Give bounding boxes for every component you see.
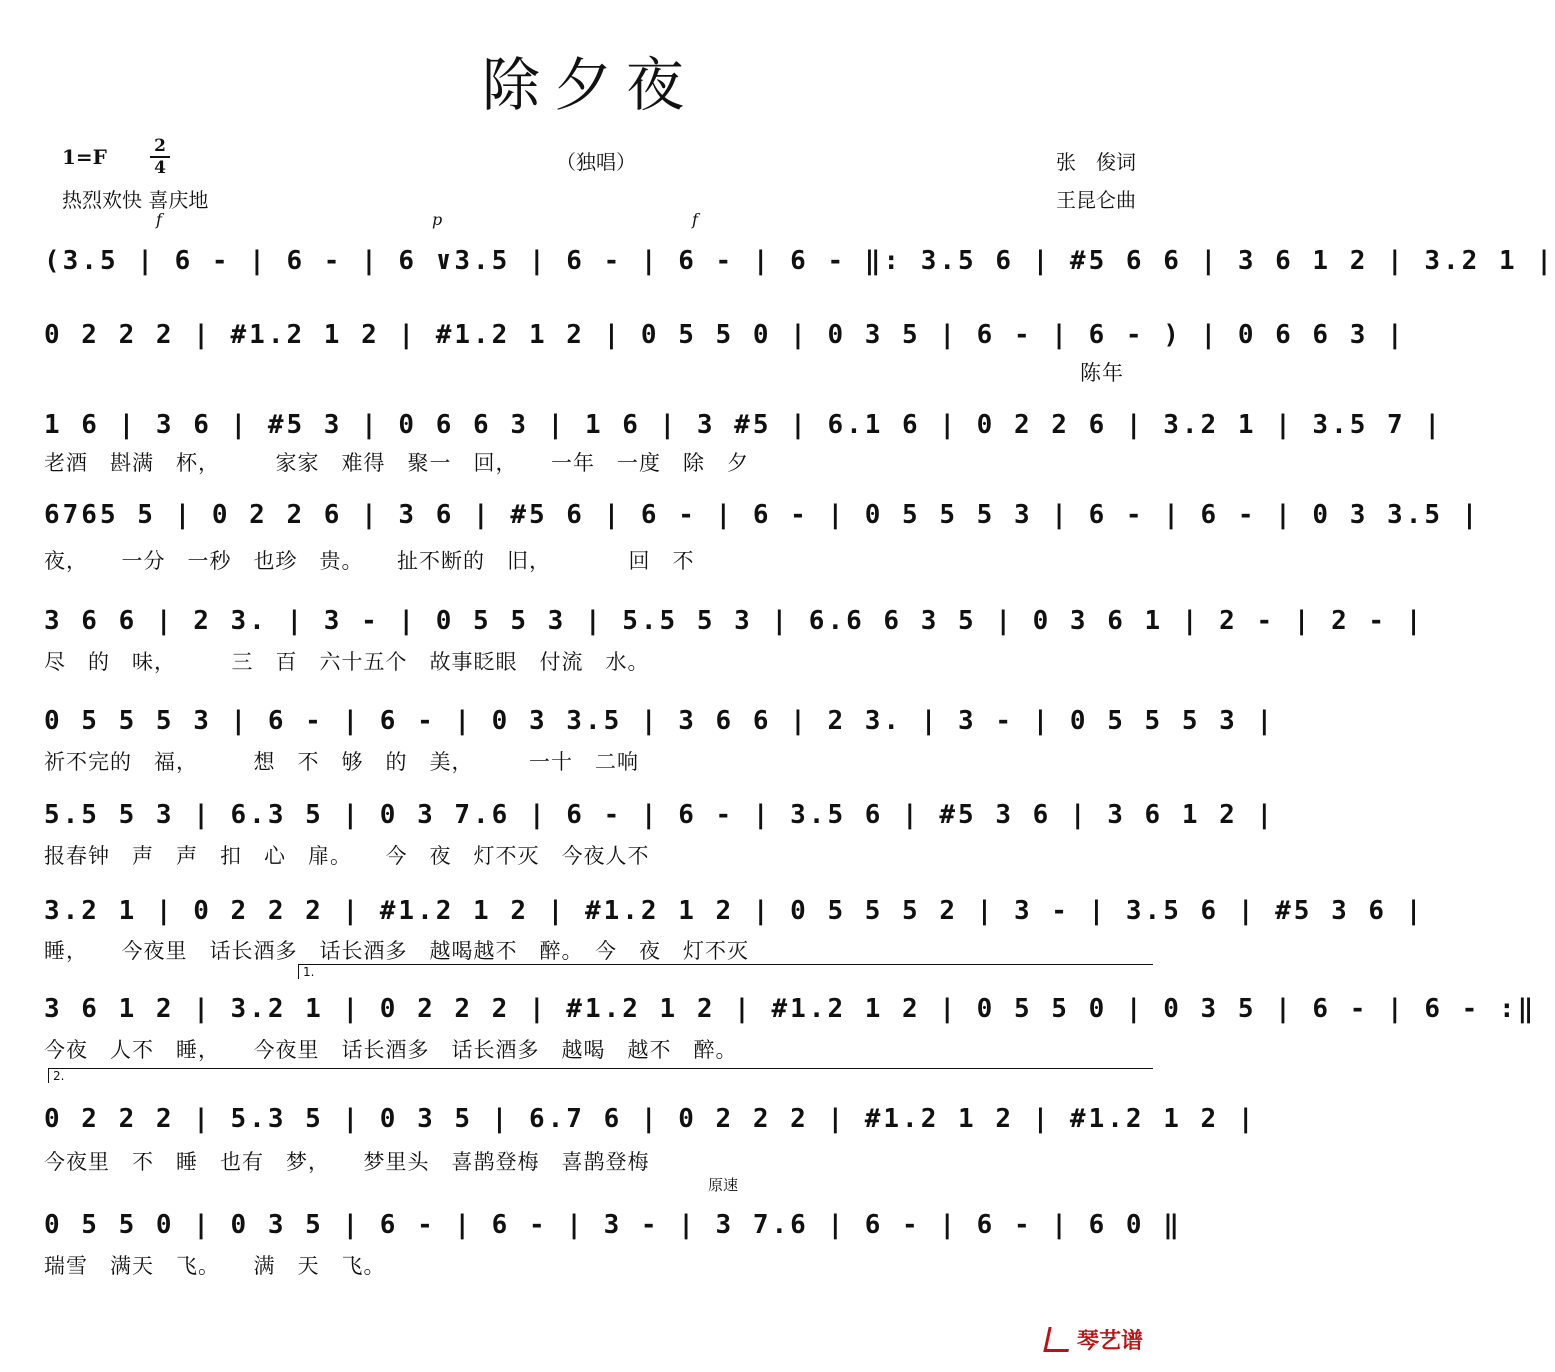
- site-logo: [1046, 1324, 1143, 1355]
- logo-text: 琴艺谱: [1077, 1329, 1144, 1354]
- lyric-text: 祈不完的 福， 想 不 够 的 美， 一十 二响: [44, 750, 639, 774]
- music-line: (3.5 | 6 - | 6 - | 6 ∨3.5 | 6 - | 6 - | 6 - ‖: 3.5 6 | #5 6 6 | 3 6 1 2 | 3.2 1 |: [44, 246, 1555, 276]
- time-signature: [150, 136, 170, 178]
- music-line: 0 2 2 2 | 5.3 5 | 0 3 5 | 6.7 6 | 0 2 2 2 | #1.2 1 2 | #1.2 1 2 |: [44, 1104, 1257, 1134]
- time-signature-top: 2: [154, 136, 166, 156]
- lyric-text: 报春钟 声 声 扣 心 扉。 今 夜 灯不灭 今夜人不: [44, 844, 650, 868]
- time-signature-bottom: 4: [154, 158, 166, 178]
- music-line: 6765 5 | 0 2 2 6 | 3 6 | #5 6 | 6 - | 6 - | 0 5 5 5 3 | 6 - | 6 - | 0 3 3.5 |: [44, 500, 1481, 530]
- dynamic-mark-piano: p: [432, 210, 443, 229]
- tempo-mood: 热烈欢快 喜庆地: [62, 188, 209, 212]
- lyricist-credit: 张 俊词: [1056, 150, 1136, 174]
- logo-mark-icon: [1043, 1327, 1073, 1352]
- music-line: 0 5 5 0 | 0 3 5 | 6 - | 6 - | 3 - | 3 7.6 | 6 - | 6 - | 6 0 ‖: [44, 1210, 1182, 1240]
- music-line: 3 6 6 | 2 3. | 3 - | 0 5 5 3 | 5.5 5 3 | 6.6 6 3 5 | 0 3 6 1 | 2 - | 2 - |: [44, 606, 1425, 636]
- key-signature: 1=F: [62, 145, 107, 169]
- lyric-text: 尽 的 味， 三 百 六十五个 故事眨眼 付流 水。: [44, 650, 650, 674]
- lyric-text: 老酒 斟满 杯， 家家 难得 聚一 回， 一年 一度 除 夕: [44, 451, 749, 475]
- volta-first-ending: 1.: [298, 964, 1153, 979]
- dynamic-mark-forte: f: [156, 210, 162, 229]
- volta-second-ending: 2.: [48, 1068, 1153, 1083]
- lyric-text: 睡， 今夜里 话长酒多 话长酒多 越喝越不 醉。 今 夜 灯不灭: [44, 939, 749, 963]
- lyric-text: 瑞雪 满天 飞。 满 天 飞。: [44, 1254, 386, 1278]
- tempo-return-mark: 原速: [708, 1176, 739, 1194]
- lyric-text: 夜， 一分 一秒 也珍 贵。 扯不断的 旧， 回 不: [44, 549, 695, 573]
- music-line: 0 2 2 2 | #1.2 1 2 | #1.2 1 2 | 0 5 5 0 | 0 3 5 | 6 - | 6 - ) | 0 6 6 3 |: [44, 320, 1406, 350]
- lyric-text: 今夜里 不 睡 也有 梦， 梦里头 喜鹊登梅 喜鹊登梅: [44, 1150, 650, 1174]
- lyric-text: 陈年: [1080, 361, 1124, 385]
- performance-type: （独唱）: [556, 150, 636, 174]
- music-line: 1 6 | 3 6 | #5 3 | 0 6 6 3 | 1 6 | 3 #5 | 6.1 6 | 0 2 2 6 | 3.2 1 | 3.5 7 |: [44, 410, 1443, 440]
- page-title: 除夕夜: [481, 51, 698, 119]
- music-line: 3.2 1 | 0 2 2 2 | #1.2 1 2 | #1.2 1 2 | 0 5 5 5 2 | 3 - | 3.5 6 | #5 3 6 |: [44, 896, 1425, 926]
- music-line: 3 6 1 2 | 3.2 1 | 0 2 2 2 | #1.2 1 2 | #1.2 1 2 | 0 5 5 0 | 0 3 5 | 6 - | 6 - :‖: [44, 994, 1537, 1024]
- music-line: 5.5 5 3 | 6.3 5 | 0 3 7.6 | 6 - | 6 - | 3.5 6 | #5 3 6 | 3 6 1 2 |: [44, 800, 1276, 830]
- lyric-text: 今夜 人不 睡， 今夜里 话长酒多 话长酒多 越喝 越不 醉。: [44, 1038, 738, 1062]
- composer-credit: 王昆仑曲: [1056, 188, 1136, 212]
- dynamic-mark-forte: f: [692, 210, 698, 229]
- music-line: 0 5 5 5 3 | 6 - | 6 - | 0 3 3.5 | 3 6 6 | 2 3. | 3 - | 0 5 5 5 3 |: [44, 706, 1276, 736]
